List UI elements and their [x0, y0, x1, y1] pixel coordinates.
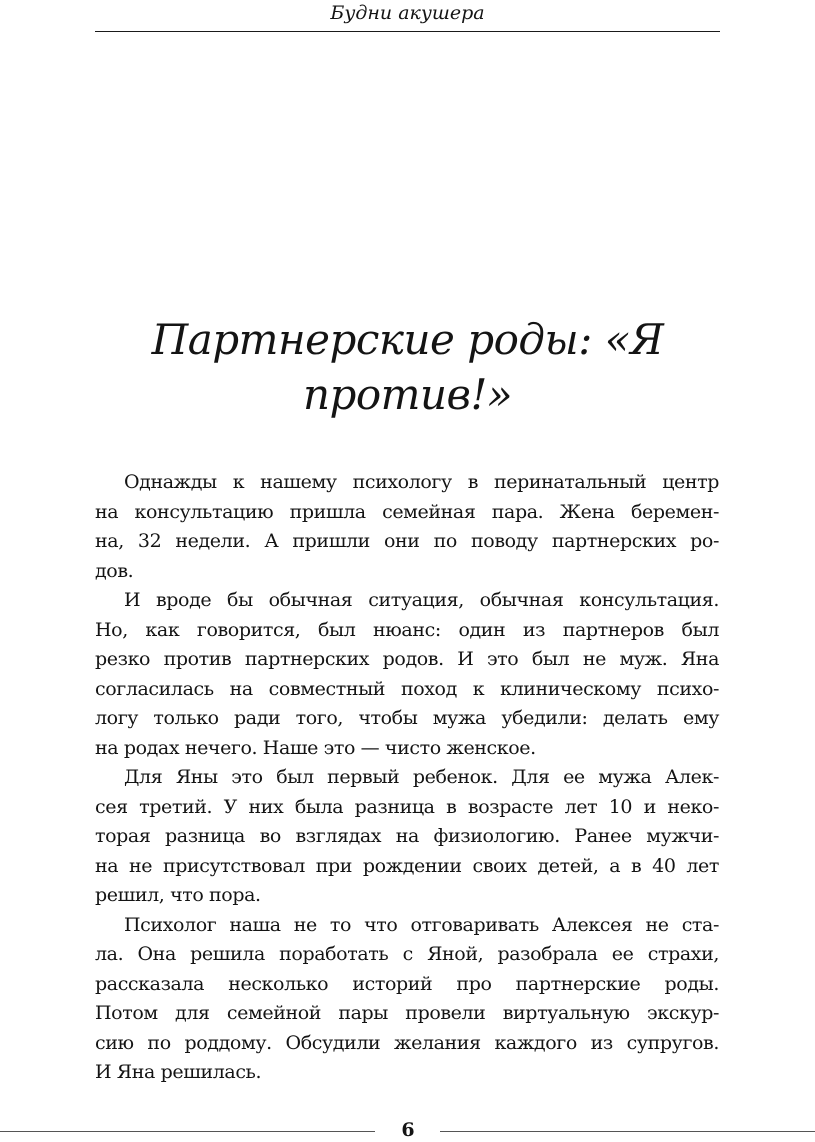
body-text [95, 468, 719, 1088]
text-line: Психолог наша не то что отговаривать Алексея не ста- [124, 913, 719, 936]
header-divider [95, 31, 720, 32]
chapter-title [95, 312, 720, 422]
text-line: на не присутствовал при рождении своих детей, а в 40 лет [95, 854, 719, 877]
page-number: 6 [401, 1119, 415, 1141]
text-line: дов. [95, 559, 134, 582]
text-line: ла. Она решила поработать с Яной, разобрала ее страхи, [95, 943, 719, 965]
text-line: на, 32 недели. А пришли они по поводу партнерских ро- [95, 530, 719, 552]
paragraph-2 [95, 586, 719, 763]
paragraph-1 [95, 468, 719, 586]
text-line: Однажды к нашему психологу в перинатальный центр [124, 471, 719, 493]
text-line: решил, что пора. [95, 884, 261, 906]
text-line: сея третий. У них была разница в возрасте лет 10 и неко- [95, 795, 719, 818]
text-line: согласилась на совместный поход к клиническому психо- [95, 677, 719, 700]
text-line: на консультацию пришла семейная пара. Жена беремен- [95, 500, 719, 523]
text-line: резко против партнерских родов. И это был не муж. Яна [95, 648, 719, 670]
text-line: сию по роддому. Обсудили желания каждого из супругов. [95, 1031, 719, 1054]
footer-divider-left [0, 1131, 375, 1132]
paragraph-3 [95, 763, 719, 911]
text-line: И Яна решилась. [95, 1061, 262, 1083]
text-line: логу только ради того, чтобы мужа убедили: делать ему [95, 707, 719, 729]
text-line: Но, как говорится, был нюанс: один из партнеров был [95, 618, 719, 641]
chapter-title-line-2: против!» [302, 370, 513, 419]
paragraph-4 [95, 911, 719, 1088]
text-line: на родах нечего. Наше это — чисто женское. [95, 736, 536, 759]
text-line: торая разница во взглядах на физиологию. Ранее мужчи- [95, 825, 719, 847]
text-line: рассказала несколько историй про партнерские роды. [95, 972, 719, 995]
running-head: Будни акушера [330, 2, 485, 24]
text-line: И вроде бы обычная ситуация, обычная консультация. [124, 589, 719, 611]
chapter-title-line-1: Партнерские роды: «Я [151, 315, 664, 364]
text-line: Для Яны это был первый ребенок. Для ее мужа Алек- [124, 766, 719, 788]
footer-divider-right [440, 1131, 815, 1132]
text-line: Потом для семейной пары провели виртуальную экскур- [95, 1002, 719, 1024]
